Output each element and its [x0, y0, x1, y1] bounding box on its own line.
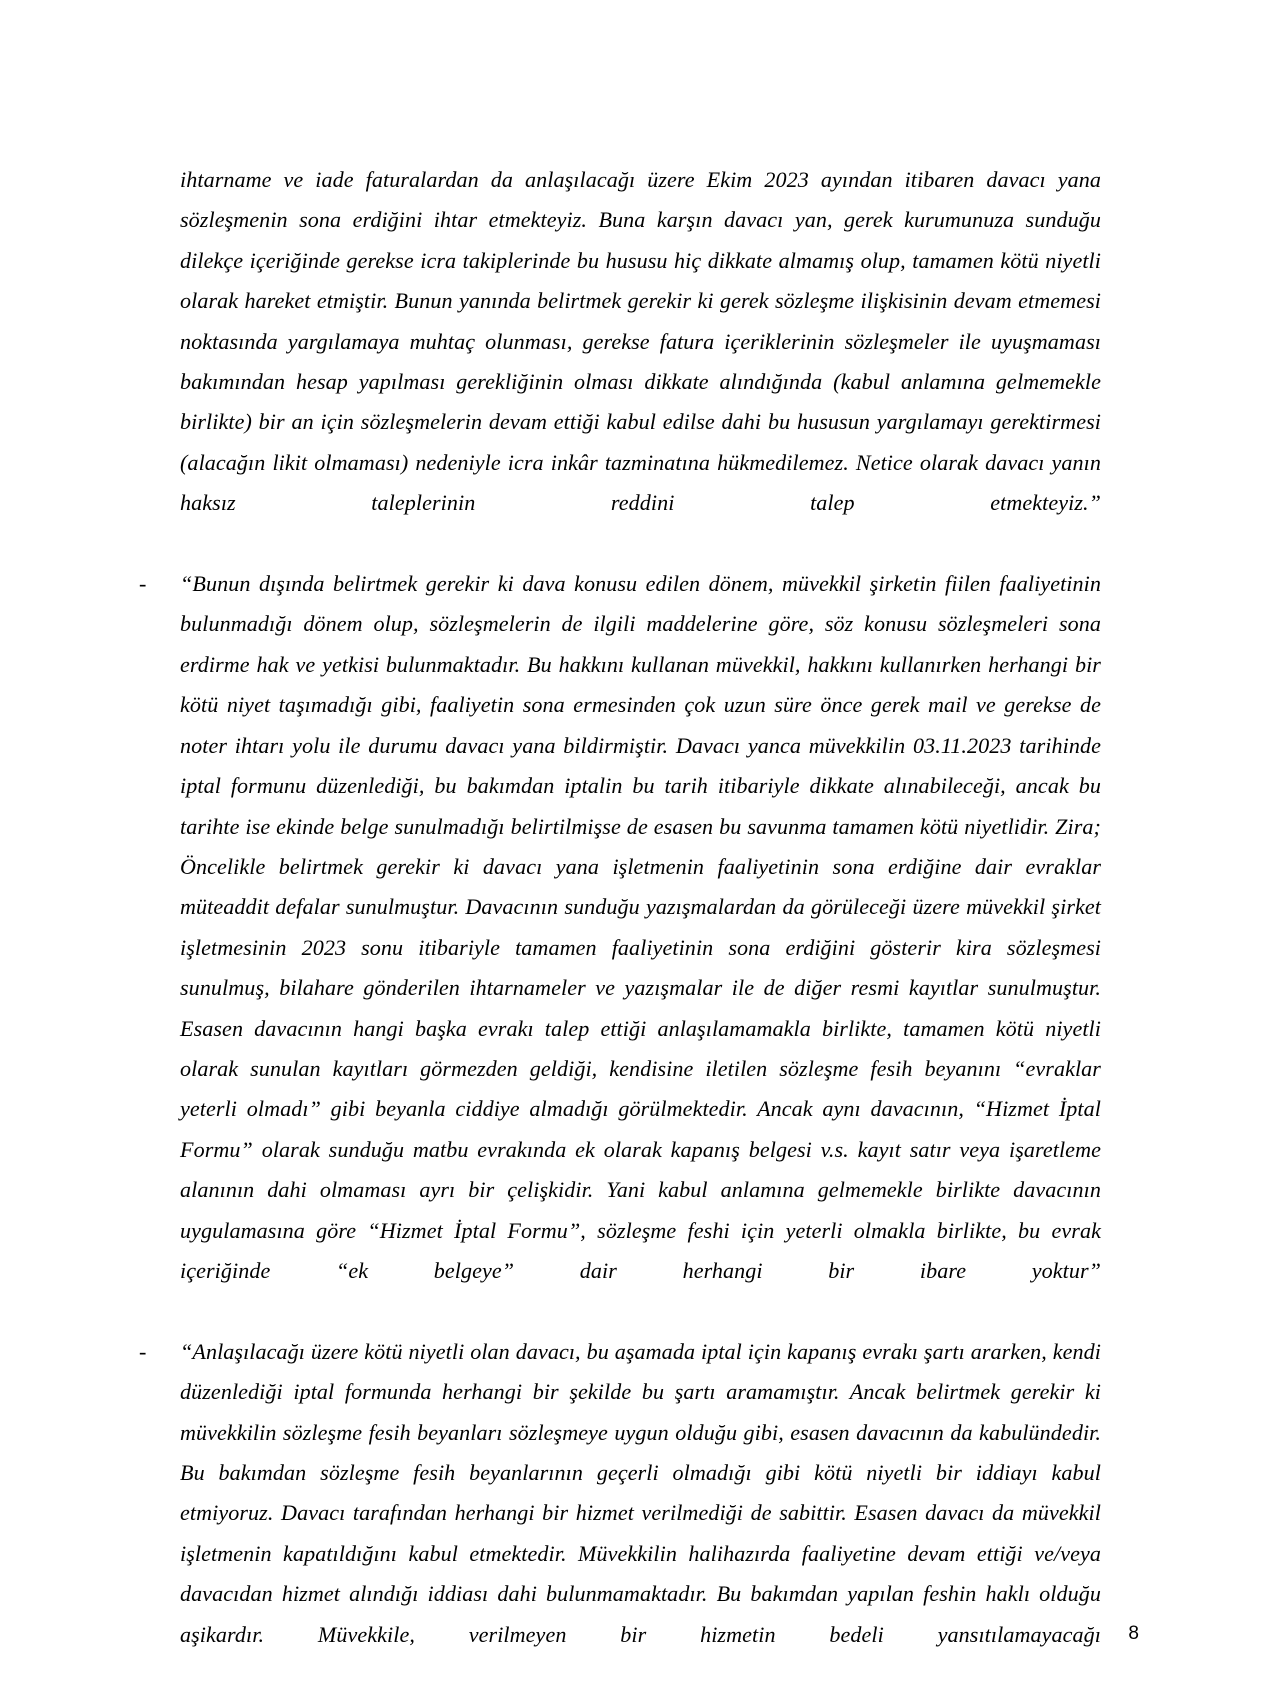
list-item [136, 564, 1101, 1332]
list-item-text: “Anlaşılacağı üzere kötü niyetli olan davacı, bu aşamada iptal için kapanış evrakı şartı ararken, kendi düzenlediği iptal formunda herhangi bir şekilde bu şartı aramamıştır. Ancak belirtmek gerekir ki müvekkilin sözleşme fesih beyanları sözleşmeye uygun olduğu gibi, esasen davacının da kabulündedir. Bu bakımdan sözleşme fesih beyanlarının geçerli olmadığı gibi kötü niyetli bir iddiayı kabul etmiyoruz. Davacı tarafından herhangi bir hizmet verilmediği de sabittir. Esasen davacı da müvekkil işletmenin kapatıldığını kabul etmektedir. Müvekkilin halihazırda faaliyetine devam ettiği ve/veya davacıdan hizmet alındığı iddiası dahi bulunmamaktadır. Bu bakımdan yapılan feshin haklı olduğu aşikardır. Müvekkile, verilmeyen bir hizmetin bedeli yansıtılamayacağı [180, 1338, 1101, 1647]
document-body [136, 160, 1101, 1688]
list-item [136, 1332, 1101, 1688]
dash-bullet-icon: - [139, 571, 147, 597]
list-item-text: “Bunun dışında belirtmek gerekir ki dava konusu edilen dönem, müvekkil şirketin fiilen faaliyetinin bulunmadığı dönem olup, sözleşmelerin de ilgili maddelerine göre, söz konusu sözleşmeleri sona erdirme hak ve yetkisi bulunmaktadır. Bu hakkını kullanan müvekkil, hakkını kullanırken herhangi bir kötü niyet taşımadığı gibi, faaliyetin sona ermesinden çok uzun süre önce gerek mail ve gerekse de noter ihtarı yolu ile durumu davacı yana bildirmiştir. Davacı yanca müvekkilin 03.11.2023 tarihinde iptal formunu düzenlediği, bu bakımdan iptalin bu tarih itibariyle dikkate alınabileceği, ancak bu tarihte ise ekinde belge sunulmadığı belirtilmişse de esasen bu savunma tamamen kötü niyetlidir. Zira; Öncelikle belirtmek gerekir ki davacı yana işletmenin faaliyetinin sona erdiğine dair evraklar müteaddit defalar sunulmuştur. Davacının sunduğu yazışmalardan da görüleceği üzere müvekkil şirket işletmesinin 2023 sonu itibariyle tamamen faaliyetinin sona erdiğini gösterir kira sözleşmesi sunulmuş, bilahare gönderilen ihtarnameler ve yazışmalar ile de diğer resmi kayıtlar sunulmuştur. Esasen davacının hangi başka evrakı talep ettiği anlaşılamamakla birlikte, tamamen kötü niyetli olarak sunulan kayıtları görmezden geldiği, kendisine iletilen sözleşme fesih beyanını “evraklar yeterli olmadı” gibi beyanla ciddiye almadığı görülmektedir. Ancak aynı davacının, “Hizmet İptal Formu” olarak sunduğu matbu evrakında ek olarak kapanış belgesi v.s. kayıt satır veya işaretleme alanının dahi olmaması ayrı bir çelişkidir. Yani kabul anlamına gelmemekle birlikte davacının uygulamasına göre “Hizmet İptal Formu”, sözleşme feshi için yeterli olmakla birlikte, bu evrak içeriğinde “ek belgeye” dair herhangi bir ibare yoktur” [180, 571, 1101, 1283]
dash-bullet-icon: - [139, 1338, 147, 1364]
page-number: 8 [1128, 1623, 1139, 1644]
continuation-paragraph: ihtarname ve iade faturalardan da anlaşılacağı üzere Ekim 2023 ayından itibaren davacı yana sözleşmenin sona erdiğini ihtar etmekteyiz. Buna karşın davacı yan, gerek kurumunuza sunduğu dilekçe içeriğinde gerekse icra takiplerinde bu hususu hiç dikkate almamış olup, tamamen kötü niyetli olarak hareket etmiştir. Bunun yanında belirtmek gerekir ki gerek sözleşme ilişkisinin devam etmemesi noktasında yargılamaya muhtaç olunması, gerekse fatura içeriklerinin sözleşmeler ile uyuşmaması bakımından hesap yapılması gerekliğinin olması dikkate alındığında (kabul anlamına gelmemekle birlikte) bir an için sözleşmelerin devam ettiği kabul edilse dahi bu hususun yargılamayı gerektirmesi (alacağın likit olmaması) nedeniyle icra inkâr tazminatına hükmedilemez. Netice olarak davacı yanın haksız taleplerinin reddini talep etmekteyiz.” [180, 167, 1101, 516]
